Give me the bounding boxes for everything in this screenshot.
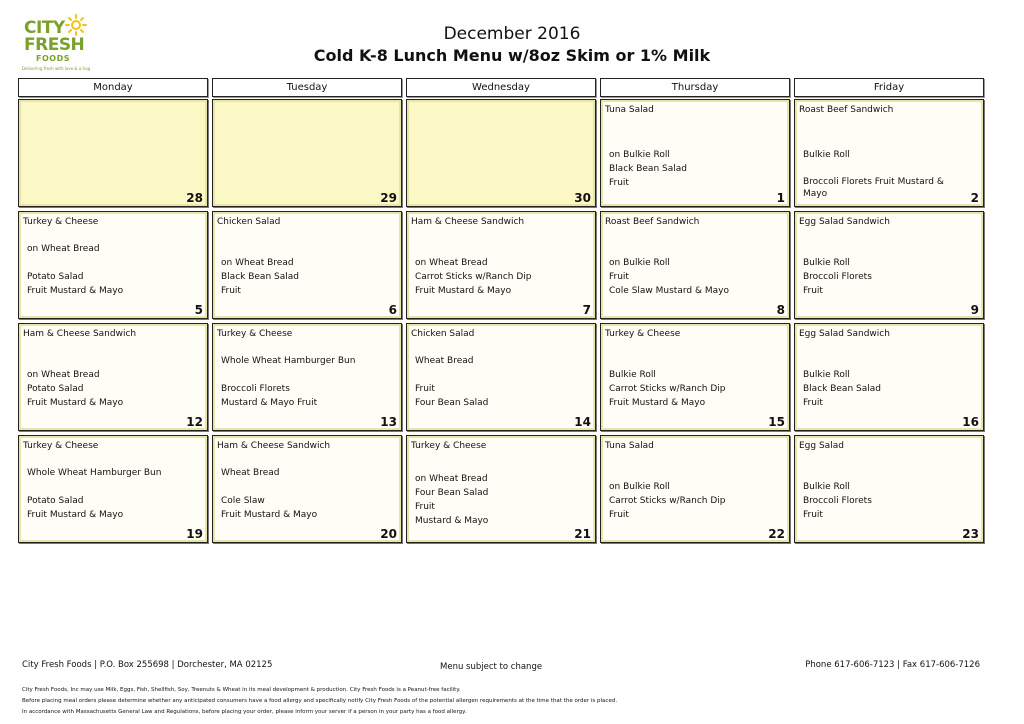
side-item: Potato Salad <box>27 272 84 282</box>
side-item: Bulkie Roll <box>803 370 850 380</box>
entree-label: Egg Salad Sandwich <box>799 217 890 227</box>
day-number: 8 <box>776 303 785 317</box>
footer-phone-fax: Phone 617-606-7123 | Fax 617-606-7126 <box>805 660 980 670</box>
entree-label: Ham & Cheese Sandwich <box>217 441 331 451</box>
side-item: on Wheat Bread <box>415 258 488 268</box>
side-item: on Bulkie Roll <box>609 482 670 492</box>
side-item: Broccoli Florets <box>803 272 872 282</box>
logo-tagline: Delivering fresh with love & a hug <box>22 66 91 71</box>
day-number: 29 <box>380 191 397 205</box>
side-item: Mustard & Mayo Fruit <box>221 398 318 408</box>
side-item: Fruit <box>609 178 629 188</box>
day-number: 21 <box>574 527 591 541</box>
day-number: 6 <box>388 303 397 317</box>
day-number: 28 <box>186 191 203 205</box>
calendar-day-cell <box>18 211 208 319</box>
day-number: 1 <box>776 191 785 205</box>
entree-label: Chicken Salad <box>217 217 281 227</box>
side-item: Fruit Mustard & Mayo <box>221 510 318 520</box>
side-item: Fruit <box>609 272 629 282</box>
side-item: Potato Salad <box>27 496 84 506</box>
footer-address: City Fresh Foods | P.O. Box 255698 | Dorchester, MA 02125 <box>22 660 273 670</box>
footer-allergen-line-1: City Fresh Foods, Inc may use Milk, Eggs, Fish, Shellfish, Soy, Treenuts & Wheat in its meal development & production. City Fresh Foods is a Peanut-free facility. <box>22 687 461 693</box>
side-item: Broccoli Florets Fruit Mustard & Mayo <box>803 177 944 199</box>
side-item: Fruit <box>803 286 823 296</box>
side-item: Bulkie Roll <box>803 258 850 268</box>
side-item: Carrot Sticks w/Ranch Dip <box>609 496 726 506</box>
side-item: Fruit <box>609 510 629 520</box>
day-header-monday: Monday <box>18 78 208 97</box>
entree-label: Egg Salad <box>799 441 844 451</box>
side-item: Fruit Mustard & Mayo <box>415 286 512 296</box>
footer-allergen-line-3: In accordance with Massachusetts General Law and Regulations, before placing your order, please inform your server if a person in your party has a food allergy. <box>22 709 467 715</box>
side-item: Bulkie Roll <box>609 370 656 380</box>
calendar-day-cell <box>212 435 402 543</box>
entree-label: Turkey & Cheese <box>605 329 681 339</box>
day-number: 9 <box>970 303 979 317</box>
side-item: on Wheat Bread <box>415 474 488 484</box>
side-item: Four Bean Salad <box>415 398 489 408</box>
calendar-day-cell <box>794 99 984 207</box>
calendar-day-cell <box>794 323 984 431</box>
logo-text-fresh: FRESH <box>24 35 85 55</box>
side-item: Cole Slaw <box>221 496 265 506</box>
logo-text-city: CITY <box>24 18 65 38</box>
day-header-thursday: Thursday <box>600 78 790 97</box>
menu-month-title: December 2016 <box>443 24 581 44</box>
entree-label: Tuna Salad <box>605 441 654 451</box>
entree-label: Turkey & Cheese <box>23 441 99 451</box>
calendar-day-cell <box>18 323 208 431</box>
calendar-day-cell <box>794 435 984 543</box>
side-item: Four Bean Salad <box>415 488 489 498</box>
side-item: Whole Wheat Hamburger Bun <box>27 468 162 478</box>
entree-label: Roast Beef Sandwich <box>799 105 894 115</box>
calendar-day-cell <box>406 211 596 319</box>
day-number: 30 <box>574 191 591 205</box>
calendar-day-cell <box>600 99 790 207</box>
day-header-wednesday: Wednesday <box>406 78 596 97</box>
calendar-day-cell <box>406 323 596 431</box>
side-item: Mustard & Mayo <box>415 516 489 526</box>
entree-label: Turkey & Cheese <box>23 217 99 227</box>
side-item: Fruit Mustard & Mayo <box>609 398 706 408</box>
calendar-day-cell <box>18 435 208 543</box>
side-item: Black Bean Salad <box>803 384 881 394</box>
calendar-day-cell <box>212 99 402 207</box>
side-item: Wheat Bread <box>415 356 474 366</box>
side-item: Potato Salad <box>27 384 84 394</box>
day-number: 13 <box>380 415 397 429</box>
entree-label: Ham & Cheese Sandwich <box>23 329 137 339</box>
side-item: Bulkie Roll <box>803 150 850 160</box>
side-item: on Bulkie Roll <box>609 258 670 268</box>
side-item: Cole Slaw Mustard & Mayo <box>609 286 729 296</box>
side-item: Fruit <box>221 286 241 296</box>
entree-label: Turkey & Cheese <box>411 441 487 451</box>
menu-subtitle: Cold K-8 Lunch Menu w/8oz Skim or 1% Milk <box>313 46 711 65</box>
entree-label: Roast Beef Sandwich <box>605 217 700 227</box>
day-number: 14 <box>574 415 591 429</box>
side-item: Fruit Mustard & Mayo <box>27 510 124 520</box>
side-item: Fruit <box>415 384 435 394</box>
day-number: 5 <box>194 303 203 317</box>
day-number: 12 <box>186 415 203 429</box>
calendar-day-cell <box>406 99 596 207</box>
side-item: on Bulkie Roll <box>609 150 670 160</box>
entree-label: Tuna Salad <box>605 105 654 115</box>
entree-label: Ham & Cheese Sandwich <box>411 217 525 227</box>
footer-allergen-line-2: Before placing meal orders please determine whether any anticipated consumers have a food allergy and specifically notify City Fresh Foods of the potential allergen requirements at the time that the order is placed. <box>22 698 618 704</box>
entree-label: Egg Salad Sandwich <box>799 329 890 339</box>
day-number: 2 <box>970 191 979 205</box>
side-item: on Wheat Bread <box>27 244 100 254</box>
calendar-day-cell <box>212 211 402 319</box>
calendar-day-cell <box>600 323 790 431</box>
calendar-day-cell <box>212 323 402 431</box>
day-number: 22 <box>768 527 785 541</box>
day-number: 7 <box>582 303 591 317</box>
day-number: 20 <box>380 527 397 541</box>
calendar-day-cell <box>600 211 790 319</box>
calendar-day-cell <box>794 211 984 319</box>
side-item: Whole Wheat Hamburger Bun <box>221 356 356 366</box>
side-item: Carrot Sticks w/Ranch Dip <box>415 272 532 282</box>
day-number: 19 <box>186 527 203 541</box>
day-number: 16 <box>962 415 979 429</box>
side-item: on Wheat Bread <box>221 258 294 268</box>
side-item: Fruit <box>803 398 823 408</box>
logo-text-foods: FOODS <box>36 54 70 63</box>
side-item: Black Bean Salad <box>221 272 299 282</box>
side-item: Bulkie Roll <box>803 482 850 492</box>
side-item: on Wheat Bread <box>27 370 100 380</box>
entree-label: Turkey & Cheese <box>217 329 293 339</box>
calendar-day-cell <box>18 99 208 207</box>
side-item: Broccoli Florets <box>803 496 872 506</box>
day-header-friday: Friday <box>794 78 984 97</box>
day-number: 15 <box>768 415 785 429</box>
footer-menu-note: Menu subject to change <box>440 662 543 672</box>
side-item: Fruit <box>415 502 435 512</box>
day-number: 23 <box>962 527 979 541</box>
side-item: Fruit Mustard & Mayo <box>27 398 124 408</box>
entree-label: Chicken Salad <box>411 329 475 339</box>
side-item: Carrot Sticks w/Ranch Dip <box>609 384 726 394</box>
side-item: Black Bean Salad <box>609 164 687 174</box>
side-item: Fruit Mustard & Mayo <box>27 286 124 296</box>
day-header-tuesday: Tuesday <box>212 78 402 97</box>
side-item: Fruit <box>803 510 823 520</box>
calendar-day-cell <box>600 435 790 543</box>
calendar-day-cell <box>406 435 596 543</box>
side-item: Wheat Bread <box>221 468 280 478</box>
side-item: Broccoli Florets <box>221 384 290 394</box>
